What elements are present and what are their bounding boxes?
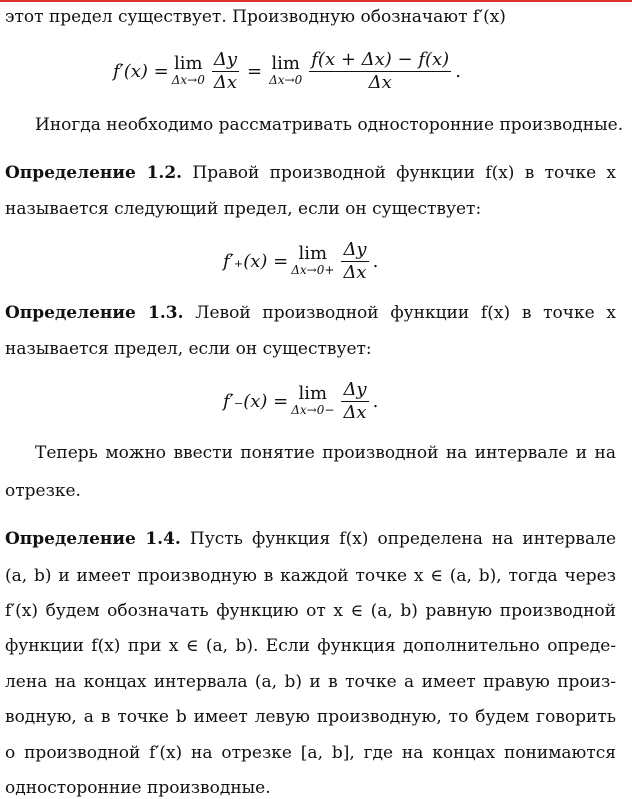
definition-label: Определение 1.4.	[5, 529, 181, 549]
equals-sign: =	[247, 60, 263, 82]
fraction: $\frac{\Delta y}{\Delta x}$	[343, 378, 367, 423]
formula-period: .	[372, 250, 379, 272]
formula-right-derivative	[5, 236, 616, 286]
text-line: называется следующий предел, если он существует:	[5, 199, 482, 219]
fraction: $\frac{f(x + \Delta x) - f(x)}{\Delta x}$	[311, 48, 450, 93]
definition-1-3	[5, 302, 616, 324]
limit-operator: lim Δx→0	[171, 53, 205, 87]
text-line: (a, b) и имеет производную в каждой точке x ∈ (a, b), тогда через	[5, 566, 616, 586]
formula-derivative-definition	[5, 46, 616, 96]
fraction: $\frac{\Delta y}{\Delta x}$	[213, 48, 238, 93]
limit-operator: lim Δx→0+	[291, 243, 335, 277]
text-line: называется предел, если он существует:	[5, 339, 372, 359]
formula-period: .	[455, 60, 461, 82]
text-line: Левой производной функции f(x) в точке x	[195, 303, 617, 323]
text-line: этот предел существует. Производную обозначают f′(x)	[5, 7, 506, 27]
definition-1-4	[5, 528, 616, 550]
definition-label: Определение 1.2.	[5, 163, 183, 183]
formula-lhs: f′(x) =	[113, 60, 169, 82]
formula-lhs: f′₋(x) =	[223, 390, 289, 412]
header-rule	[0, 0, 632, 2]
text-line: отрезке.	[5, 481, 81, 501]
limit-operator: lim Δx→0−	[291, 383, 335, 417]
fraction: $\frac{\Delta y}{\Delta x}$	[343, 238, 367, 283]
text-line: f′(x) будем обозначать функцию от x ∈ (a, b) равную производной	[5, 601, 616, 621]
formula-left-derivative	[5, 376, 616, 426]
text-line: Теперь можно ввести понятие производной на интервале и на	[35, 443, 616, 463]
paragraph: Иногда необходимо рассматривать односторонние производные.	[35, 115, 624, 135]
text-line: о производной f′(x) на отрезке [a, b], где на концах понимаются	[5, 743, 616, 763]
formula-lhs: f′₊(x) =	[223, 250, 289, 272]
text-line: односторонние производные.	[5, 778, 271, 798]
text-line: лена на концах интервала (a, b) и в точке a имеет правую произ-	[5, 672, 616, 692]
text-line: Пусть функция f(x) определена на интервале	[189, 529, 617, 549]
definition-label: Определение 1.3.	[5, 303, 184, 323]
text-line: функции f(x) при x ∈ (a, b). Если функция дополнительно опреде-	[5, 636, 616, 656]
text-line: Правой производной функции f(x) в точке x	[192, 163, 617, 183]
text-line: водную, а в точке b имеет левую производную, то будем говорить	[5, 707, 616, 727]
formula-period: .	[372, 390, 379, 412]
limit-operator: lim Δx→0	[269, 53, 303, 87]
definition-1-2	[5, 162, 616, 184]
